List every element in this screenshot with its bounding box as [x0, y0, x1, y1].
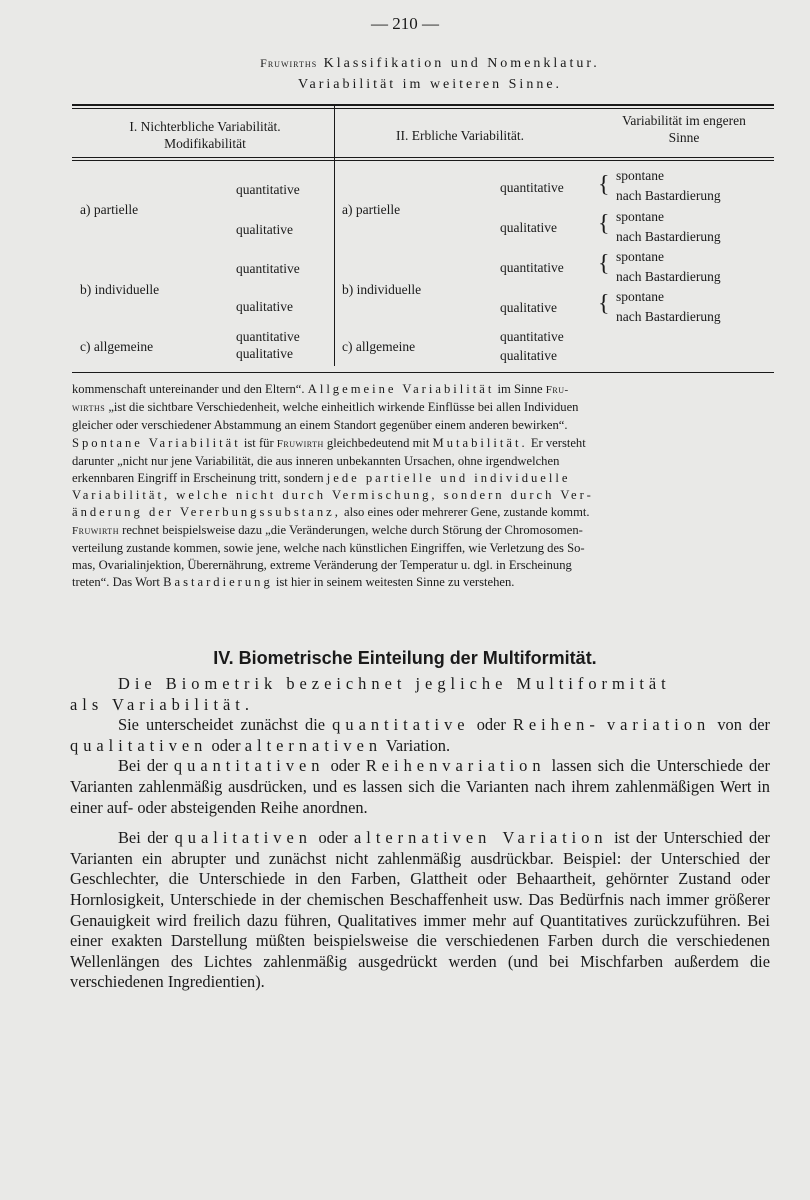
table-caption-line2: Variabilität im weiteren Sinne. [297, 77, 563, 92]
engeren-spontane-2: spontane [616, 209, 664, 224]
small-print-paragraph [72, 381, 762, 591]
left-row-b-quant: quantitative [236, 261, 300, 276]
engeren-bastard-3: nach Bastardierung [616, 269, 721, 284]
text-line: Spontane Variabilität ist für Fruwirth gleichbedeutend mit Mutabilität. Er versteht [72, 435, 586, 450]
engeren-bastard-1: nach Bastardierung [616, 188, 721, 203]
left-row-c-quant: quantitative [236, 329, 300, 344]
left-row-b-label: b) individuelle [80, 282, 160, 297]
right-row-a-qual: qualitative [500, 220, 557, 235]
header-col2 [340, 127, 580, 144]
brace-icon: { [598, 172, 610, 198]
page-number: — 210 — [371, 14, 439, 33]
brace-icon: { [598, 211, 610, 237]
text-line: änderung der Vererbungssubstanz, also eines oder mehrerer Gene, zustande kommt. [72, 505, 590, 520]
left-row-a-label: a) partielle [80, 202, 139, 217]
text-line: kommenschaft untereinander und den Eltern“. Allgemeine Variabilität im Sinne Fru- [72, 382, 569, 396]
text-line: treten“. Das Wort Bastardierung ist hier in seinem weitesten Sinne zu verstehen. [72, 575, 515, 590]
section-heading: IV. Biometrische Einteilung der Multiformität. [213, 648, 597, 668]
engeren-bastard-2: nach Bastardierung [616, 229, 721, 244]
table-top-rule-thin [72, 108, 774, 109]
right-row-b-qual: qualitative [500, 300, 557, 315]
left-row-a-quant: quantitative [236, 182, 300, 197]
header-col3-line1: Variabilität im engeren [622, 113, 746, 128]
header-col1-line2: Modifikabilität [164, 136, 246, 151]
engeren-spontane-3: spontane [616, 249, 664, 264]
caption-author: Fruwirths [260, 56, 318, 70]
right-row-c-quant: quantitative [500, 329, 564, 344]
brace-icon: { [598, 291, 610, 317]
paragraph-1-line1: Die Biometrik bezeichnet jegliche Multiformität [118, 674, 671, 693]
text-line: Variabilität, welche nicht durch Vermischung, sondern durch Ver- [72, 488, 594, 503]
right-row-a-quant: quantitative [500, 180, 564, 195]
body-text [70, 674, 770, 993]
text-line: verteilung zustande kommen, sowie jene, welche nach künstlichen Eingriffen, wie Verletzung des So- [72, 540, 585, 555]
right-row-c-label: c) allgemeine [342, 339, 416, 354]
left-row-b-qual: qualitative [236, 299, 293, 314]
engeren-spontane-4: spontane [616, 289, 664, 304]
text-line: wirths „ist die sichtbare Verschiedenheit, welche einheitlich wirkende Einflüsse bei allen Individuen [72, 400, 579, 415]
table-top-rule [72, 104, 774, 106]
left-row-c-qual: qualitative [236, 346, 293, 361]
header-col2-label: II. Erbliche Variabilität. [396, 128, 524, 143]
table-header-rule-thin [72, 160, 774, 161]
header-col1 [80, 118, 330, 152]
paragraph-4: Bei der qualitativen oder alternativen Variation ist der Unterschied der Varianten ein abrupter und zunächst nicht zahlenmäßig ausdrückbar. Beispiel: der Unterschied der Geschlechter, die Unterschiede in den Farben, Glattheit oder Behaartheit, gehörnter Zustand oder Hornlosigkeit, Unterschiede in der chemischen Beschaffenheit usw. Das Bedürfnis nach immer größerer Genauigkeit wird freilich dazu führen, Qualitatives immer mehr auf Quantitatives zurückzuführen. Bei einer exakten Darstellung müßten beispielsweise die verschiedenen Farben durch die verschiedenen Wellenlängen des Lichtes zahlenmäßig ausgedrückt werden (und bei Mischfarben außerdem die verschiedenen Ingredientien). [70, 828, 770, 992]
table-bottom-rule [72, 372, 774, 373]
text-line: mas, Ovarialinjektion, Überernährung, extreme Veränderung der Temperatur u. dgl. in Erscheinung [72, 558, 572, 573]
caption-title: Klassifikation und Nomenklatur. [323, 56, 600, 71]
right-row-c-qual: qualitative [500, 348, 557, 363]
header-col1-line1: I. Nichterbliche Variabilität. [129, 119, 281, 134]
table-column-divider [334, 104, 335, 366]
table-header-rule [72, 157, 774, 158]
engeren-bastard-4: nach Bastardierung [616, 309, 721, 324]
engeren-spontane-1: spontane [616, 168, 664, 183]
left-row-c-label: c) allgemeine [80, 339, 154, 354]
header-col3-line2: Sinne [668, 130, 700, 145]
brace-icon: { [598, 251, 610, 277]
paragraph-1-line2: als Variabilität. [70, 694, 254, 714]
left-row-a-qual: qualitative [236, 222, 293, 237]
paragraph-2: Sie unterscheidet zunächst die quantitative oder Reihen- variation von der qualitativen oder alternativen Variation. [70, 715, 770, 755]
text-line: gleicher oder verschiedener Abstammung an einem Standort gegenüber einem anderen bewirken“. [72, 418, 568, 433]
text-line: erkennbaren Eingriff in Erscheinung tritt, sondern jede partielle und individuelle [72, 471, 571, 486]
text-line: Fruwirth rechnet beispielsweise dazu „die Veränderungen, welche durch Störung der Chromosomen- [72, 522, 583, 537]
header-col3 [594, 112, 774, 146]
right-row-b-quant: quantitative [500, 260, 564, 275]
table-caption-line1 [120, 56, 740, 72]
right-row-b-label: b) individuelle [342, 282, 422, 297]
text-line: darunter „nicht nur jene Variabilität, die aus inneren unbekannten Ursachen, ohne irgendwelchen [72, 453, 560, 468]
right-row-a-label: a) partielle [342, 202, 401, 217]
paragraph-3: Bei der quantitativen oder Reihenvariation lassen sich die Unterschiede der Varianten zahlenmäßig ausdrücken, und es lassen sich die Varianten nach ihrem zahlenmäßigen Wert in einer auf- oder absteigenden Reihe anordnen. [70, 756, 770, 817]
